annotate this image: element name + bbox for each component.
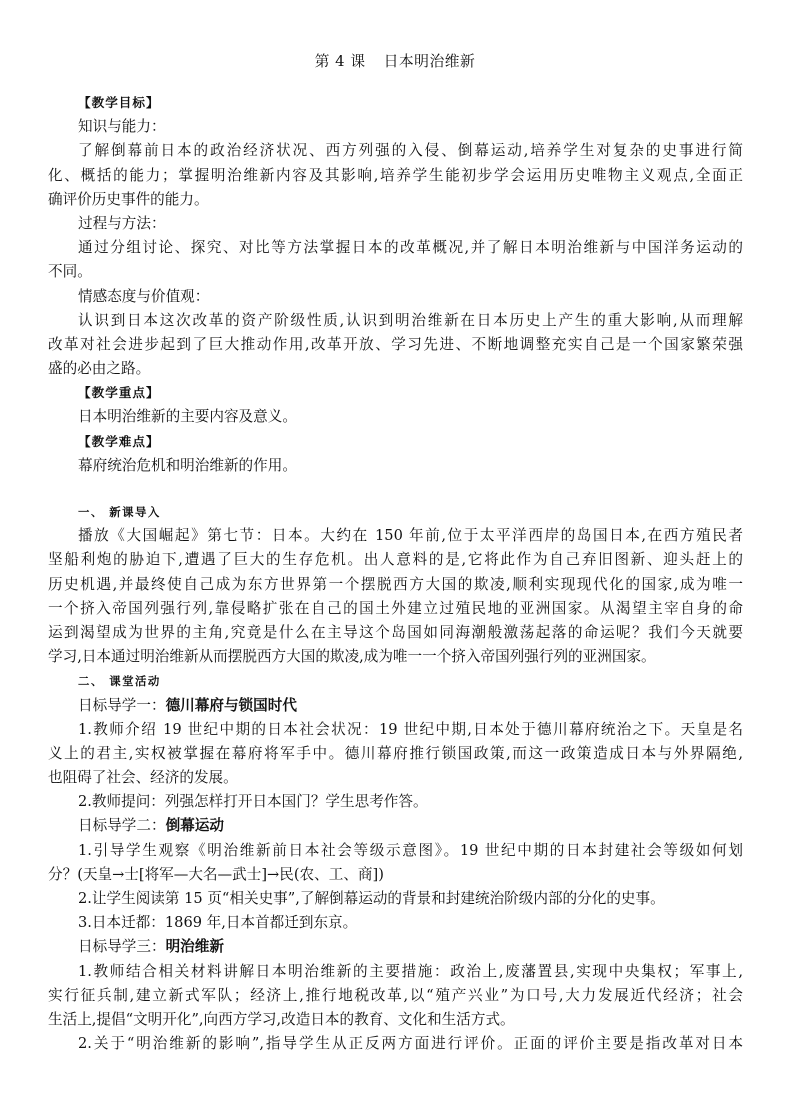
difficulties-text: 幕府统治危机和明治维新的作用。 bbox=[78, 456, 297, 474]
lesson-number: 第 4 课 bbox=[314, 53, 366, 70]
intro-line: 坚船利炮的胁迫下,遭遇了巨大的生存危机。出人意料的是,它将此作为自己弃旧图新、迎头赶上的 bbox=[48, 551, 743, 569]
key-points-text: 日本明治维新的主要内容及意义。 bbox=[78, 408, 297, 426]
intro-line: 运到渴望成为世界的主角,究竟是什么在主导这个岛国如同海潮般激荡起落的命运呢？我们今天就要 bbox=[48, 623, 743, 641]
attitude-label: 情感态度与价值观： bbox=[78, 287, 210, 305]
guide2-title: 倒幕运动 bbox=[165, 817, 224, 835]
guide3-label: 日标导学三： bbox=[78, 938, 166, 956]
guide3-item1-line: 实行征兵制,建立新式军队；经济上,推行地税改革,以“殖产兴业”为口号,大力发展近代经济；社会 bbox=[48, 986, 743, 1004]
guide1-item1-line: 义上的君主,实权被掌握在幕府将军手中。德川幕府推行锁国政策,而这一政策造成日本与外界隔绝, bbox=[48, 744, 743, 762]
knowledge-label: 知识与能力： bbox=[78, 118, 166, 136]
knowledge-line: 了解倒幕前日本的政治经济状况、西方列强的入侵、倒幕运动,培养学生对复杂的史事进行简 bbox=[78, 142, 743, 160]
activities-heading: 二、 课堂活动 bbox=[78, 674, 161, 689]
attitude-line: 认识到日本这次改革的资产阶级性质,认识到明治维新在日本历史上产生的重大影响,从而理解 bbox=[78, 311, 743, 329]
guide1-item1-line: 也阻碍了社会、经济的发展。 bbox=[48, 769, 238, 787]
intro-heading: 一、 新课导入 bbox=[78, 505, 161, 519]
knowledge-line: 化、概括的能力；掌握明治维新内容及其影响,培养学生能初步学会运用历史唯物主义观点,全面正 bbox=[48, 166, 743, 184]
guide1-label: 日标导学一： bbox=[78, 696, 166, 714]
key-points-heading: 【教学重点】 bbox=[78, 385, 160, 401]
intro-line: 一个挤入帝国列强行列,靠侵略扩张在自己的国土外建立过殖民地的亚洲国家。从渴望主宰自身的命 bbox=[48, 599, 743, 617]
lesson-name: 日本明治维新 bbox=[383, 53, 476, 70]
intro-line: 播放《大国崛起》第七节：日本。大约在 150 年前,位于太平洋西岸的岛国日本,在西方殖民者 bbox=[78, 527, 743, 545]
section-spacer bbox=[48, 478, 743, 500]
document-body bbox=[48, 91, 743, 1056]
intro-line: 学习,日本通过明治维新从而摆脱西方大国的欺凌,成为唯一一个挤入帝国列强行列的亚洲国家。 bbox=[48, 648, 656, 666]
guide3-heading bbox=[48, 935, 743, 959]
process-label: 过程与方法： bbox=[78, 214, 166, 232]
guide2-item1-line: 1.引导学生观察《明治维新前日本社会等级示意图》。19 世纪中期的日本封建社会等级如何划 bbox=[78, 841, 743, 859]
guide1-item1-line: 1.教师介绍 19 世纪中期的日本社会状况：19 世纪中期,日本处于德川幕府统治之下。天皇是名 bbox=[78, 720, 743, 738]
guide3-item1-line: 生活上,提倡“文明开化”,向西方学习,改造日本的教育、文化和生活方式。 bbox=[48, 1010, 515, 1028]
objectives-heading: 【教学目标】 bbox=[78, 95, 160, 110]
guide1-item2: 2.教师提问：列强怎样打开日本国门？学生思考作答。 bbox=[78, 793, 428, 811]
guide2-label: 日标导学二： bbox=[78, 817, 166, 835]
page-title bbox=[0, 50, 790, 71]
difficulties-heading: 【教学难点】 bbox=[78, 433, 160, 449]
guide1-title: 德川幕府与锁国时代 bbox=[165, 696, 297, 714]
guide3-title: 明治维新 bbox=[165, 938, 224, 956]
attitude-line: 盛的必由之路。 bbox=[48, 360, 151, 378]
guide2-heading bbox=[48, 814, 743, 838]
process-line: 不同。 bbox=[48, 263, 92, 281]
guide2-item3: 3.日本迁都：1869 年,日本首都迁到东京。 bbox=[78, 914, 358, 932]
guide3-item1-line: 1.教师结合相关材料讲解日本明治维新的主要措施：政治上,废藩置县,实现中央集权；军事上, bbox=[78, 962, 743, 980]
guide3-item2: 2.关于“明治维新的影响”,指导学生从正反两方面进行评价。正面的评价主要是指改革对日本 bbox=[78, 1035, 743, 1053]
guide1-heading bbox=[48, 694, 743, 718]
intro-line: 历史机遇,并最终使自己成为东方世界第一个摆脱西方大国的欺凌,顺利实现现代化的国家,成为唯一 bbox=[48, 575, 743, 593]
guide2-item2: 2.让学生阅读第 15 页“相关史事”,了解倒幕运动的背景和封建统治阶级内部的分化的史事。 bbox=[78, 890, 665, 907]
knowledge-line: 确评价历史事件的能力。 bbox=[48, 190, 209, 208]
guide2-item1-line: 分？(天皇→士[将军—大名—武士]→民(农、工、商]) bbox=[48, 865, 384, 883]
process-line: 通过分组讨论、探究、对比等方法掌握日本的改革概况,并了解日本明治维新与中国洋务运动的 bbox=[78, 239, 743, 257]
attitude-line: 改革对社会进步起到了巨大推动作用,改革开放、学习先进、不断地调整充实自己是一个国家繁荣强 bbox=[48, 335, 743, 353]
